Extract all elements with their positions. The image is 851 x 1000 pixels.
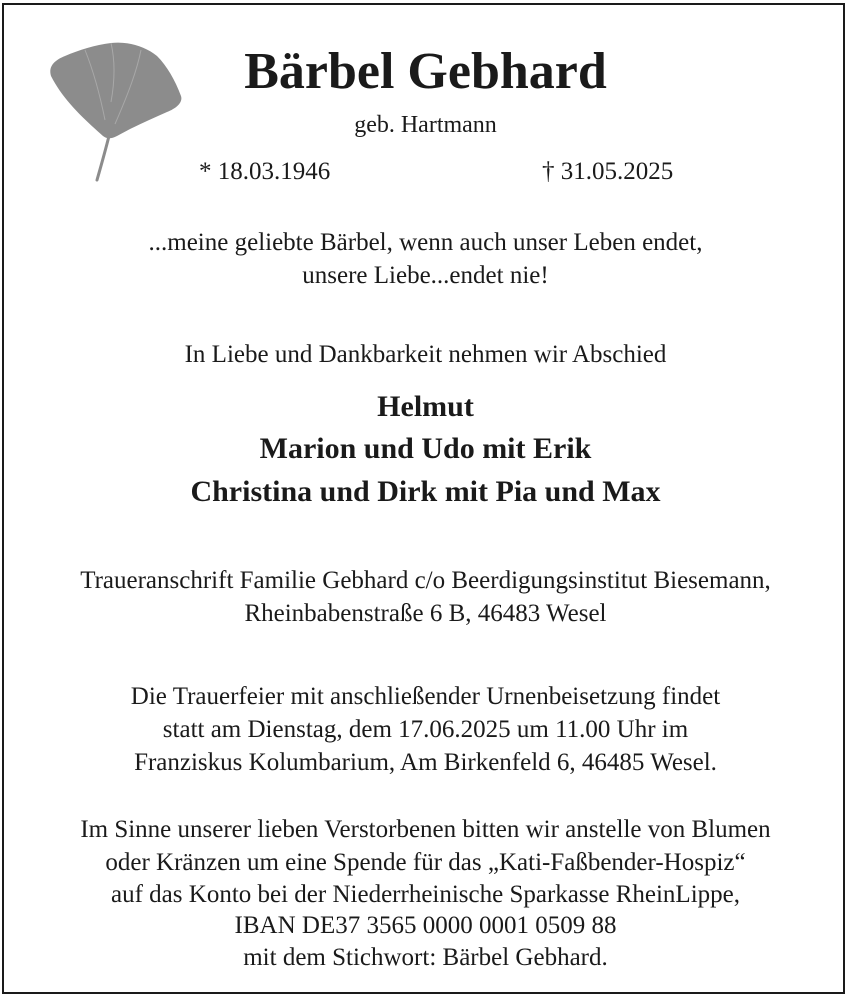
birth-name: geb. Hartmann <box>354 112 497 138</box>
donation-iban: IBAN DE37 3565 0000 0001 0509 88 <box>234 912 617 939</box>
donation-info: Im Sinne unserer lieben Verstorbenen bitten wir anstelle von Blumen <box>80 816 771 843</box>
quote-line: unsere Liebe...endet nie! <box>302 262 549 289</box>
death-date: † 31.05.2025 <box>542 158 674 185</box>
donation-keyword: mit dem Stichwort: Bärbel Gebhard. <box>243 944 608 971</box>
donation-info: oder Kränzen um eine Spende für das „Kati-Faßbender-Hospiz“ <box>105 849 746 876</box>
mourner-name: Marion und Udo mit Erik <box>259 432 592 465</box>
farewell-intro: In Liebe und Dankbarkeit nehmen wir Abschied <box>184 341 667 368</box>
ceremony-info: Franziskus Kolumbarium, Am Birkenfeld 6, 46485 Wesel. <box>134 749 717 776</box>
mourner-name: Helmut <box>377 390 474 423</box>
quote-line: ...meine geliebte Bärbel, wenn auch unser Leben endet, <box>148 229 703 256</box>
mourning-address: Rheinbabenstraße 6 B, 46483 Wesel <box>244 600 607 627</box>
mourning-address: Traueranschrift Familie Gebhard c/o Beerdigungsinstitut Biesemann, <box>80 567 771 594</box>
mourner-name: Christina und Dirk mit Pia und Max <box>190 475 661 508</box>
deceased-name: Bärbel Gebhard <box>244 43 607 100</box>
donation-info: auf das Konto bei der Niederrheinische Sparkasse RheinLippe, <box>111 881 740 908</box>
birth-date: * 18.03.1946 <box>199 158 331 185</box>
ceremony-info: statt am Dienstag, dem 17.06.2025 um 11.00 Uhr im <box>162 716 689 743</box>
ceremony-info: Die Trauerfeier mit anschließender Urnenbeisetzung findet <box>130 683 721 710</box>
